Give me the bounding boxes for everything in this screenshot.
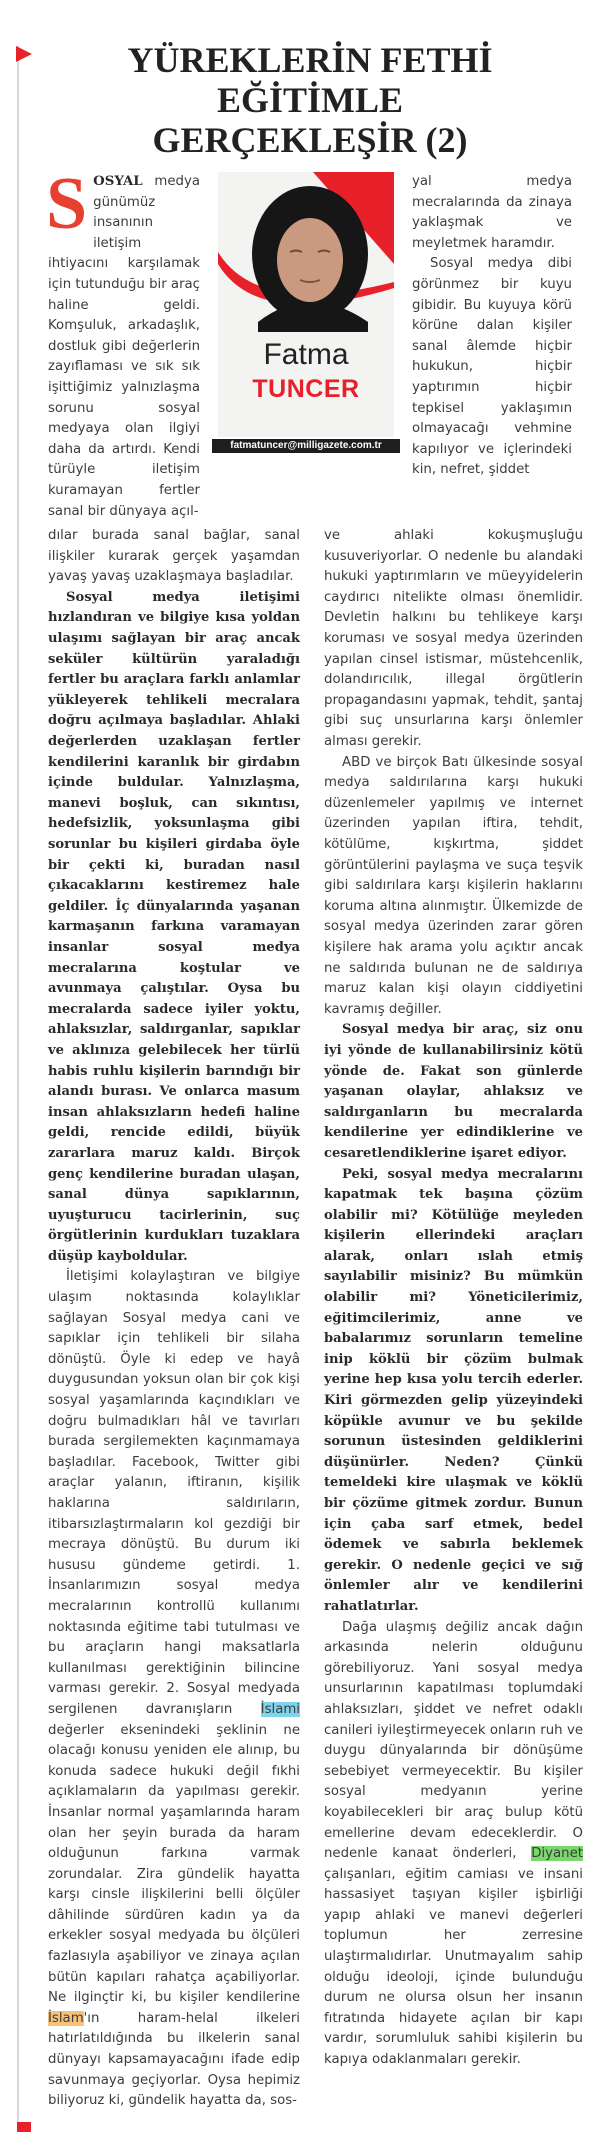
paragraph-3-part-a: İletişimi kolaylaştıran ve bilgiye ulaşım noktasında kolaylıklar sağlayan Sosyal medya cani ve sapıklar için tehlikeli bir silaha dönüştü. Öyle ki edep ve hayâ duygusundan yoksun olan bir çok kişi sosyal yaşamlarında kaçındıkları ve doğru bulmadıkları hâl ve tavırları burada sergilemekten kaçınmamaya başladılar. Facebook, Twitter gibi araçlar yalanın, iftiranın, kişilik haklarına saldırıların, itibarsızlaştırmaların kol gezdiği bir mecraya dönüştü. Bu durum iki hususu gündeme getirdi. 1. İnsanlarımızın sosyal medya mecralarının kontrollü kullanımı noktasında eğitime tabi tutulması ve bu araçların hangi maksatlarla kullanılması gerektiğinin bilincine varması gerekir. 2. Sosyal medyada sergilenen davranışların	[48, 1269, 300, 1717]
headline-line-2: GERÇEKLEŞİR (2)	[152, 120, 468, 160]
drop-cap: S	[46, 163, 88, 245]
paragraph-5: ABD ve birçok Batı ülkesinde sosyal medya saldırılarına karşı hukuki düzenlemeler yapılmış ve internet üzerinden yapılan iftira, tehdit, kötülüme, kışkırtma, şiddet görüntülerini paylaşma ve suça teşvik gibi saldırılara karşı kişilerin haklarını koruma altına alınmıştır. Ülkemizde de sosyal medya üzerinden zarar gören kişilere hak arama yolu açıktır ancak ne saldırıda bulunan ne de saldırıya maruz kalan kişi olayın ciddiyetini kavramış değiller.	[324, 754, 583, 1017]
top-row	[46, 163, 583, 522]
paragraph-8-part-a: Dağa ulaşmış değiliz ancak dağın arkasında nelerin olduğunu görebiliyoruz. Yani sosyal medya unsurlarının kapatılması toplumdaki ahlaksızları, şiddet ve nefret odaklı canileri iyileştirmeyecek onların ruh ve duygu dünyalarında bir dönüşüme sebebiyet vermeyecektir. Bu kişiler sosyal medyanın yerine koyabilecekleri bir araç bulup kötü emellerine devam edeceklerdir. O nedenle kanaat önderleri,	[324, 1619, 583, 1862]
intro-continuation: dılar burada sanal bağlar, sanal ilişkiler kurarak gerçek yaşamdan yavaş yavaş uzaklaşmaya başladılar.	[48, 528, 300, 585]
intro-text: medya günümüz insanının iletişim ihtiyacını karşılamak için tutunduğu bir araç haline geldi. Komşuluk, arkadaşlık, dostluk gibi değerlerin zayıflaması ve sık sık işittiğimiz yalnızlaşma sorunu sosyal medyaya olan ilgiyi daha da artırdı. Kendi türüyle iletişim kuramayan fertler sanal bir dünyaya açıl-	[48, 174, 200, 519]
right-main-column	[324, 526, 583, 2071]
highlight-islami[interactable]: İslami	[260, 1701, 300, 1717]
author-card	[218, 172, 394, 437]
intro-paragraph	[46, 163, 200, 522]
paragraph-3-part-b: değerler eksenindeki şeklinin ne olacağı konusu yeniden ele alınıp, bu konuda sadece hukuki değil fıkhi açıklamaların da yapılması gerekir. İnsanlar normal yaşamlarında haram olan her şeyin burada da haram olduğunun farkına varmak zorundalar. Zira gündelik hayatta karşı cinsle ilişkilerini belli ölçüler dâhilinde sürdüren kadın ya da erkekler sosyal medyada bu ölçüleri fazlasıyla aşabiliyor ve zinaya açılan bütün kapıları rahatça açabiliyorlar. Ne ilginçtir ki, bu kişiler kendilerine	[48, 1722, 300, 2006]
paragraph-8	[324, 1618, 583, 2071]
bold-paragraph-3: Peki, sosyal medya mecralarını kapatmak tek başına çözüm olabilir mi? Kötülüğe meyleden kişilerin ellerindeki araçları alarak, onları ıslah etmiş sayılabilir misiniz? Bu mümkün olabilir mi? Yöneticilerimiz, eğitimcilerimiz, anne ve babalarımız sorunların temeline inip köklü bir çözüm bulmak yerine hep kısa yolu tercih ederler. Kiri görmezden gelip yüzeyindeki köpükle avunur ve bu şekilde sorunun üstesinden geldiklerini düşünürler. Neden? Çünkü temeldeki kire ulaşmak ve köklü bir çözüme gitmek zordur. Bunun için çaba sarf etmek, bedel ödemek ve sabırla beklemek gerekir. O nedenle geçici ve sığ önlemler alır ve kendilerini rahatlatırlar.	[324, 1166, 583, 1614]
paragraph-3-part-c: 'ın haram-helal ilkeleri hatırlatıldığında bu ilkelerin sanal dünyayı kapsamayacağını ifade edip savunmaya geçiyorlar. Oysa hepimiz biliyoruz ki, gündelik hayatta da, sos-	[48, 2010, 300, 2109]
paragraph-well: Sosyal medya dibi görünmez bir kuyu gibidir. Bu kuyuya körü körüne dalan kişiler sanal âlemde hiçbir hukukun, hiçbir yaptırımın hiçbir tepkisel yaklaşımın olmayacağı vehmine kapılıyor ve içlerindeki kin, nefret, şiddet	[412, 256, 572, 478]
bottom-row	[48, 526, 583, 2112]
headline-line-1: YÜREKLERİN FETHİ EĞİTİMLE	[127, 40, 493, 120]
paragraph-3	[48, 1267, 300, 2111]
highlight-islam[interactable]: İslam	[48, 2010, 84, 2026]
bold-paragraph-2: Sosyal medya bir araç, siz onu iyi yönde de kullanabilirsiniz kötü yönde de. Fakat son günlerde yaşanan olaylar, ahlaksız ve saldırganların bu mecralarda kendilerine yer edindiklerine ve cesaretlendiklerine işaret ediyor.	[324, 1022, 583, 1161]
headline	[0, 0, 600, 160]
right-top-column	[412, 172, 572, 481]
bold-paragraph-1: Sosyal medya iletişimi hızlandıran ve bilgiye kısa yoldan ulaşımı sağlayan bir araç ancak seküler kültürün yaraladığı fertler bu araçlara farklı anlamlar yükleyerek tehlikeli mecralara doğru açılmaya başladılar. Ahlaki değerlerden uzaklaşan fertler kendilerini karanlık bir girdabın içinde buldular. Yalnızlaşma, manevi boşluk, can sıkıntısı, hedefsizlik, yoksunlaşma gibi sorunlar bu kişileri girdaba öyle bir çekti ki, buradan nasıl çıkacaklarını kestiremez hale geldiler. İç dünyalarında yaşanan karmaşanın farkına varamayan insanlar sosyal medya mecralarına koştular ve avunmaya çalıştılar. Oysa bu mecralarda sadece iyiler yoktu, ahlaksızlar, saldırganlar, sapıklar ve aklınıza gelebilecek her türlü habis ruhlu kişilerin barındığı bir alandı burası. Ve onlarca masum insan ahlaksızların hedefi haline geldi, rencide edildi, büyük zararlara maruz kaldı. Birçok genç kendilerine buradan ulaşan, sanal dünya sapıklarının, uyuşturucu tacirlerinin, suç örgütlerinin kurdukları tuzaklara düşüp kayboldular.	[48, 589, 300, 1264]
author-first-name: Fatma	[263, 338, 349, 371]
red-flag-marker-icon	[16, 46, 32, 62]
article-body	[0, 163, 600, 2152]
paragraph-8-part-b: çalışanları, eğitim camiası ve insani hassasiyet taşıyan kişiler işbirliği yapıp ahlaki ve manevi değerleri toplumun her zerresine ulaştırmalıdırlar. Unutmayalım sahip olduğu ideoloji, içinde bulunduğu durum ne olursa olsun her insanın fıtratında hidayete açılan bir kapı vardır, sorumluluk sahibi kişilerin bu kapıya odaklanmaları gerekir.	[324, 1866, 583, 2068]
author-email[interactable]: fatmatuncer@milligazete.com.tr	[212, 439, 400, 453]
paragraph-continuation: yal medya mecralarında da zinaya yaklaşmak ve meyletmek haramdır.	[412, 174, 572, 251]
intro-column	[46, 163, 200, 522]
lead-word: OSYAL	[93, 174, 143, 189]
highlight-diyanet[interactable]: Diyanet	[531, 1846, 583, 1862]
face-shape	[277, 218, 343, 302]
author-last-name: TUNCER	[252, 375, 360, 403]
left-main-column	[48, 526, 300, 2112]
author-block	[212, 172, 400, 453]
paragraph-well-continuation: ve ahlaki kokuşmuşluğu kusuveriyorlar. O nedenle bu alandaki hukuki yaptırımların ve müeyyidelerin caydırıcı nitelikte olması önemlidir. Devletin halkını bu tehlikeye karşı koruması ve sosyal medya üzerinden yapılan cinsel istismar, müstehcenlik, dolandırıcılık, illegal örgütlerin propagandasını yapmak, tehdit, şantaj gibi suç unsurlarına karşı önlemler alması gerekir.	[324, 528, 583, 750]
